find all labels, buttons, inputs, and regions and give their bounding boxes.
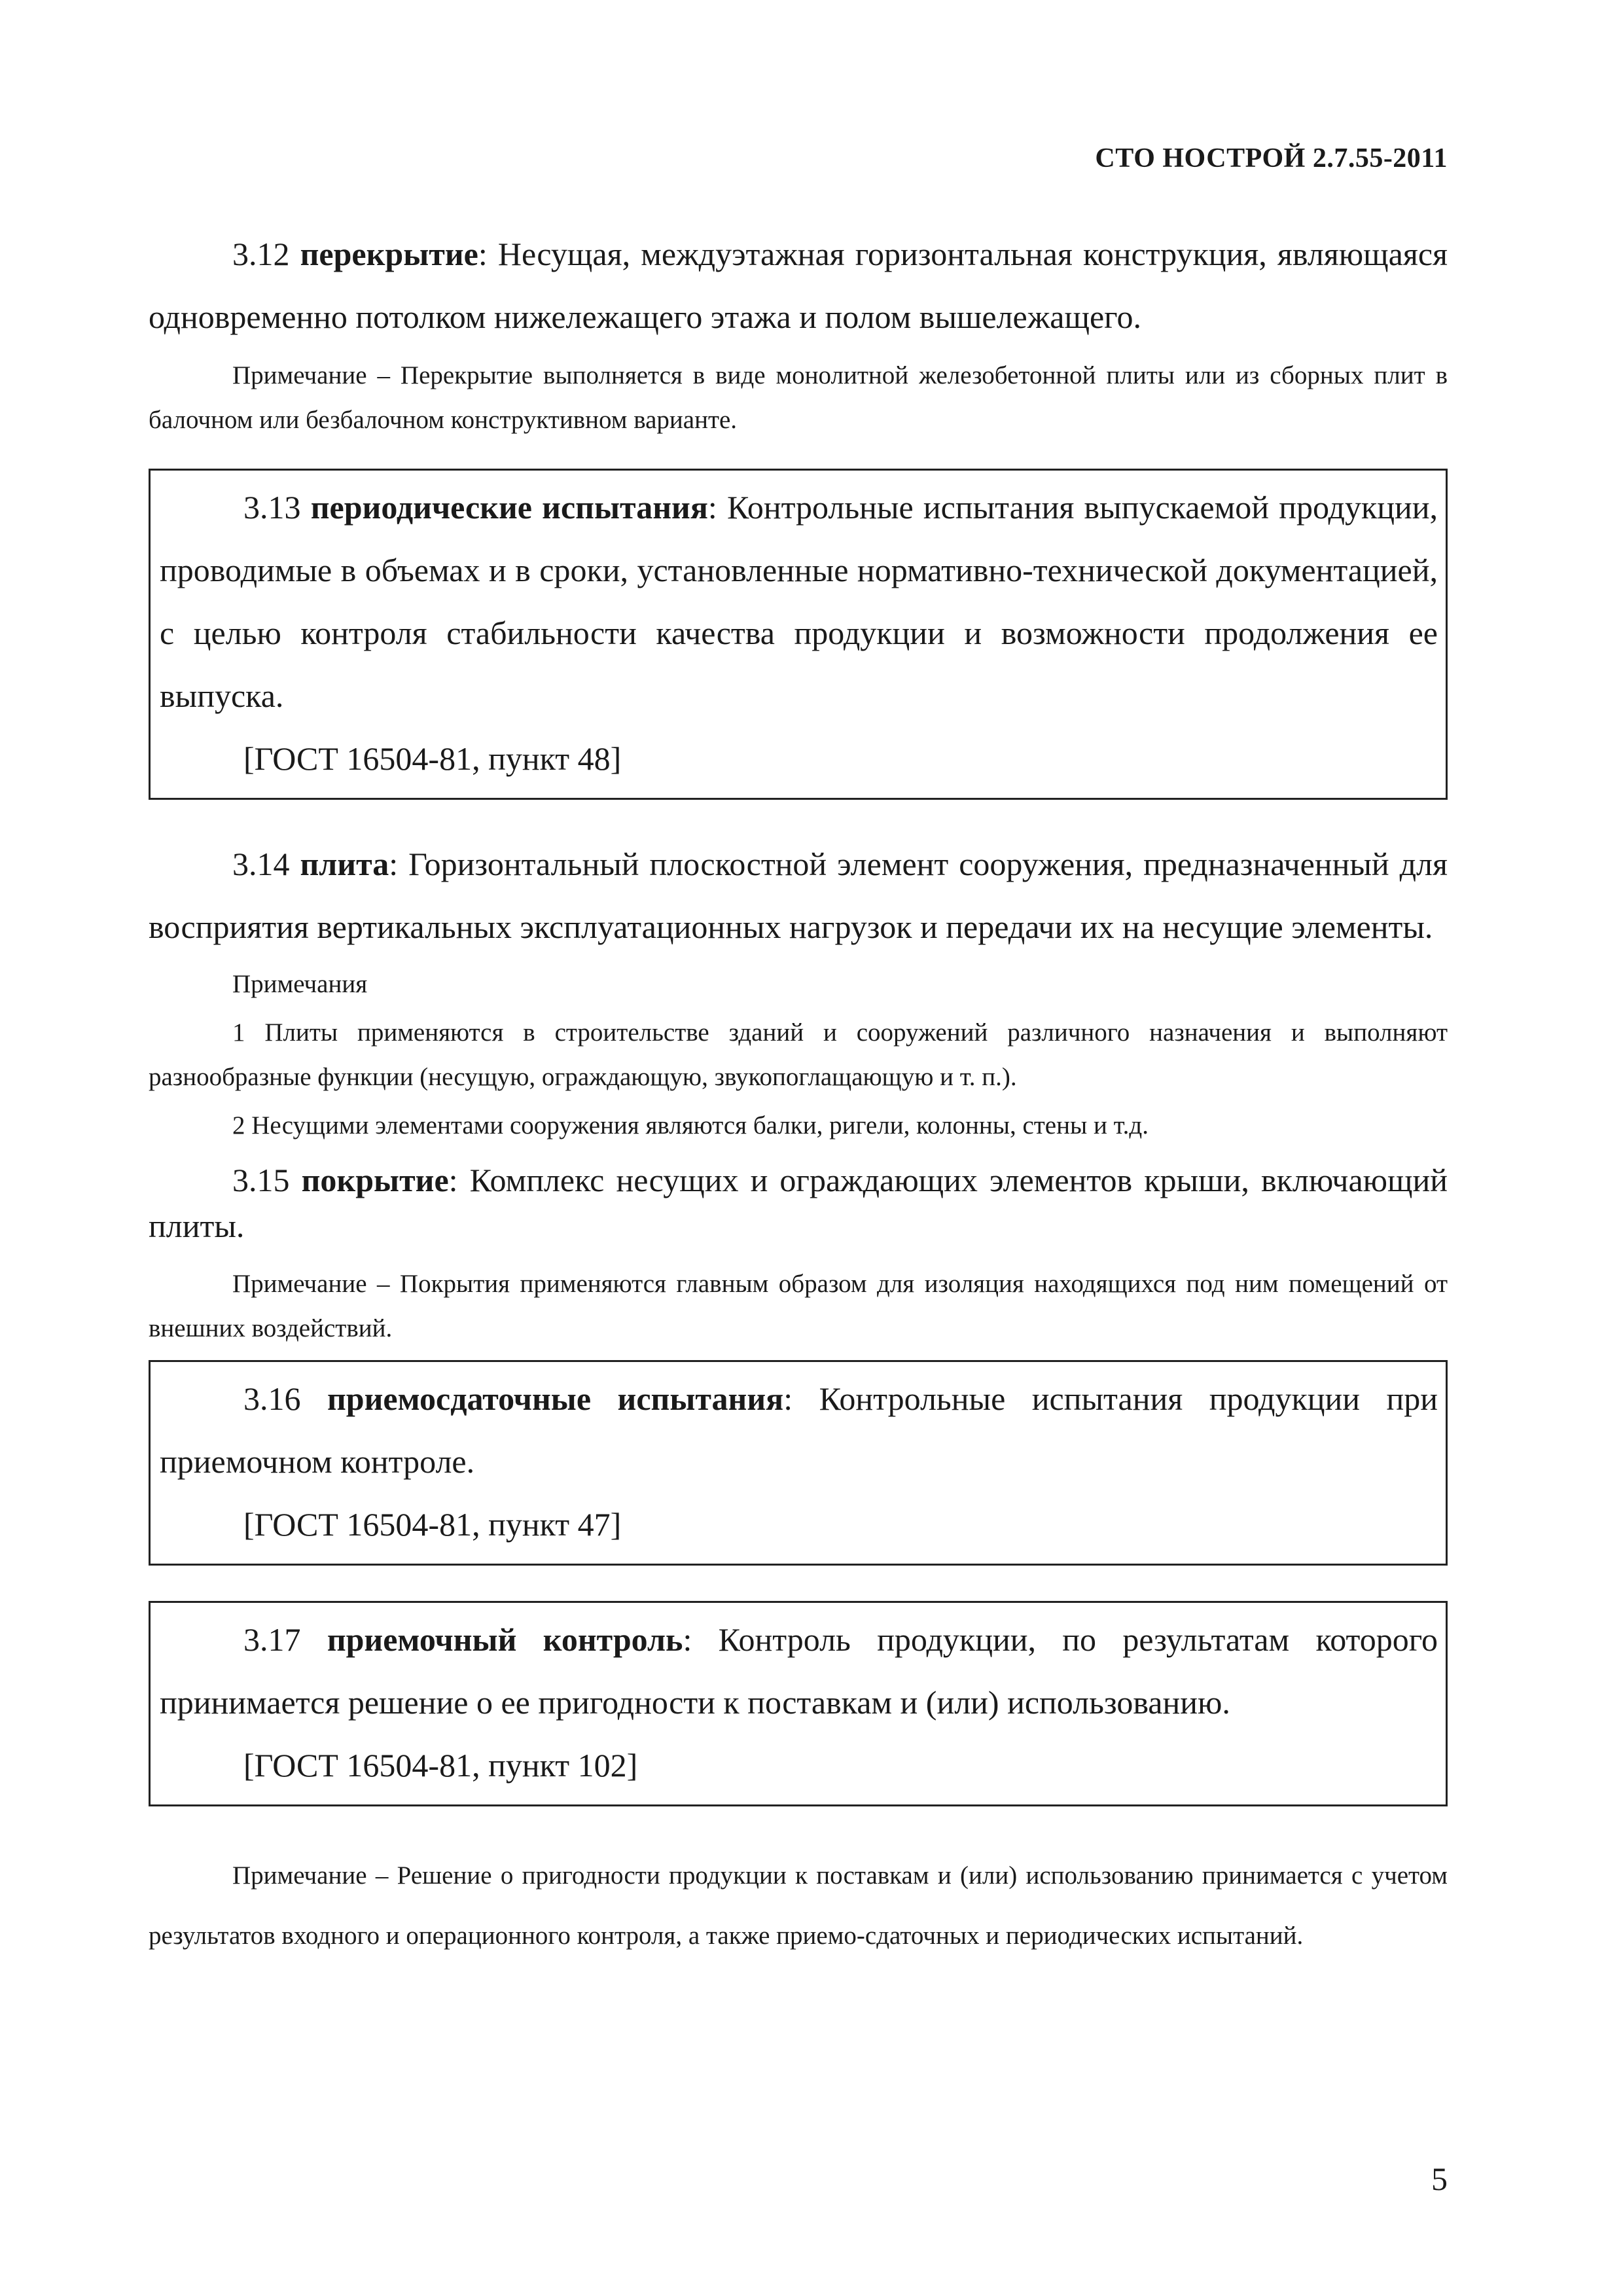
term-3-16-source: [ГОСТ 16504-81, пункт 47] bbox=[243, 1506, 622, 1543]
term-3-17-box bbox=[149, 1601, 1448, 1806]
term-name: покрытие bbox=[301, 1162, 449, 1198]
term-3-12 bbox=[149, 223, 1448, 348]
term-name: приемосдаточные испытания bbox=[327, 1380, 784, 1417]
term-definition: : Контроль продукции, по результатам которого принимается решение о ее пригодности к поставкам и (или) использованию. bbox=[160, 1621, 1438, 1721]
term-number: 3.17 bbox=[243, 1621, 327, 1658]
term-3-15-note: Примечание – Покрытия применяются главным образом для изоляция находящихся под ним помещений от внешних воздействий. bbox=[149, 1270, 1448, 1342]
term-3-14-note-2: 2 Несущими элементами сооружения являются балки, ригели, колонны, стены и т.д. bbox=[232, 1111, 1149, 1139]
term-name: приемочный контроль bbox=[327, 1621, 683, 1658]
term-definition: : Горизонтальный плоскостной элемент сооружения, предназначенный для восприятия вертикальных эксплуатационных нагрузок и передачи их на несущие элементы. bbox=[149, 846, 1448, 945]
term-3-13 bbox=[160, 476, 1438, 727]
term-number: 3.12 bbox=[232, 236, 300, 272]
page-number: 5 bbox=[1431, 2161, 1448, 2197]
term-3-13-source: [ГОСТ 16504-81, пункт 48] bbox=[243, 740, 622, 777]
term-number: 3.13 bbox=[243, 489, 311, 526]
term-3-13-box bbox=[149, 469, 1448, 800]
term-name: периодические испытания bbox=[310, 489, 708, 526]
document-code-header: СТО НОСТРОЙ 2.7.55-2011 bbox=[1095, 143, 1448, 173]
term-3-17-note: Примечание – Решение о пригодности продукции к поставкам и (или) использованию принимается с учетом результатов входного и операционного контроля, а также приемо-сдаточных и периодических испытаний. bbox=[149, 1861, 1448, 1950]
term-definition: : Комплекс несущих и ограждающих элементов крыши, включающий плиты. bbox=[149, 1162, 1448, 1244]
term-3-14-notes-title: Примечания bbox=[232, 970, 368, 998]
term-number: 3.15 bbox=[232, 1162, 302, 1198]
term-3-14-note-1: 1 Плиты применяются в строительстве зданий и сооружений различного назначения и выполняют разнообразные функции (несущую, ограждающую, звукопоглащающую и т. п.). bbox=[149, 1018, 1448, 1091]
term-3-16-box bbox=[149, 1360, 1448, 1566]
term-3-17 bbox=[160, 1608, 1438, 1734]
term-name: плита bbox=[300, 846, 389, 882]
term-definition: : Контрольные испытания выпускаемой продукции, проводимые в объемах и в сроки, установленные нормативно-технической документацией, с целью контроля стабильности качества продукции и возможности продолжения ее выпуска. bbox=[160, 489, 1438, 714]
term-definition: : Несущая, междуэтажная горизонтальная конструкция, являющаяся одновременно потолком нижележащего этажа и полом вышележащего. bbox=[149, 236, 1448, 335]
term-3-15 bbox=[149, 1157, 1448, 1249]
term-number: 3.14 bbox=[232, 846, 300, 882]
term-name: перекрытие bbox=[300, 236, 478, 272]
terms-content bbox=[149, 223, 1448, 1966]
term-3-14 bbox=[149, 833, 1448, 958]
term-definition: : Контрольные испытания продукции при приемочном контроле. bbox=[160, 1380, 1438, 1480]
term-3-12-note: Примечание – Перекрытие выполняется в виде монолитной железобетонной плиты или из сборных плит в балочном или безбалочном конструктивном варианте. bbox=[149, 361, 1448, 434]
term-number: 3.16 bbox=[243, 1380, 327, 1417]
term-3-16 bbox=[160, 1367, 1438, 1493]
term-3-17-source: [ГОСТ 16504-81, пункт 102] bbox=[243, 1747, 638, 1784]
